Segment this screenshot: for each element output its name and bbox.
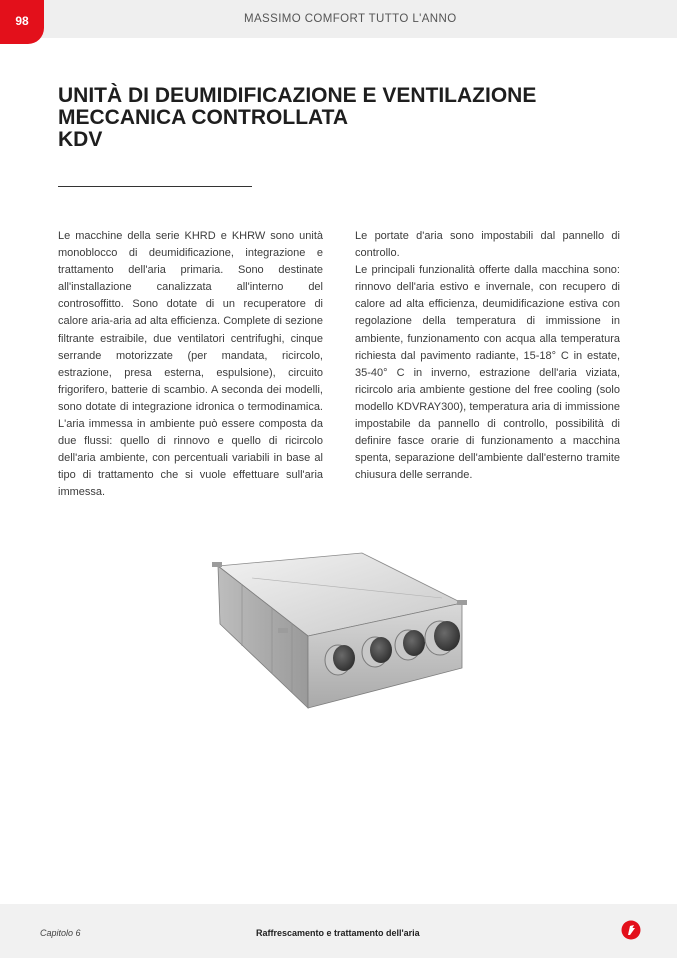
body-paragraph: Le macchine della serie KHRD e KHRW sono unità monoblocco di deumidificazione, integrazione e trattamento dell'aria primaria. Sono destinate all'installazione canalizzata all'interno del controsoffitto. Sono dotate di un recuperatore di calore aria-aria ad alta efficienza. Complete di sezione filtrante estraibile, due ventilatori centrifughi, cinque serrande motorizzate (per mandata, ricircolo, estrazione, presa esterna, espulsione), circuito frigorifero, batterie di scambio. A seconda dei modelli, sono dotate di integrazione idronica o termodinamica. L'aria immessa in ambiente può essere composta da due flussi: quello di rinnovo e quello di ricircolo dell'aria ambiente, con percentuali variabili in base al tipo di trattamento che si vuole effettuare sull'aria immessa. <box>58 230 323 499</box>
body-column-right <box>355 228 620 484</box>
body-paragraph: Le portate d'aria sono impostabili dal pannello di controllo. <box>355 230 620 260</box>
body-paragraph: Le principali funzionalità offerte dalla macchina sono: rinnovo dell'aria estivo e invernale, con recupero di calore ad alta efficienza, deumidificazione estiva con regolazione della temperatura di immissione in ambiente, funzionamento con acqua alla temperatura richiesta dal pavimento radiante, 15-18° C in estate, 35-40° C in inverno, estrazione dell'aria viziata, ricircolo aria ambiente gestione del free cooling (solo modello KDVRAY300), temperatura aria di immissione impostabile da pannello di controllo, possibilità di definire fasce orarie di funzionamento a macchina spenta, separazione dell'ambiente dall'esterno tramite chiusura delle serrande. <box>355 264 620 482</box>
page-number: 98 <box>0 0 44 44</box>
title-divider <box>58 186 252 187</box>
running-header: MASSIMO COMFORT TUTTO L'ANNO <box>244 13 457 25</box>
title-line-3: KDV <box>58 128 103 151</box>
brand-logo-icon <box>621 920 641 940</box>
product-image <box>212 548 470 716</box>
page-title <box>58 85 618 151</box>
footer-chapter: Capitolo 6 <box>40 928 81 938</box>
title-line-2: MECCANICA CONTROLLATA <box>58 106 349 129</box>
body-column-left <box>58 228 323 502</box>
title-line-1: UNITÀ DI DEUMIDIFICAZIONE E VENTILAZIONE <box>58 84 537 107</box>
footer-section: Raffrescamento e trattamento dell'aria <box>256 928 420 938</box>
